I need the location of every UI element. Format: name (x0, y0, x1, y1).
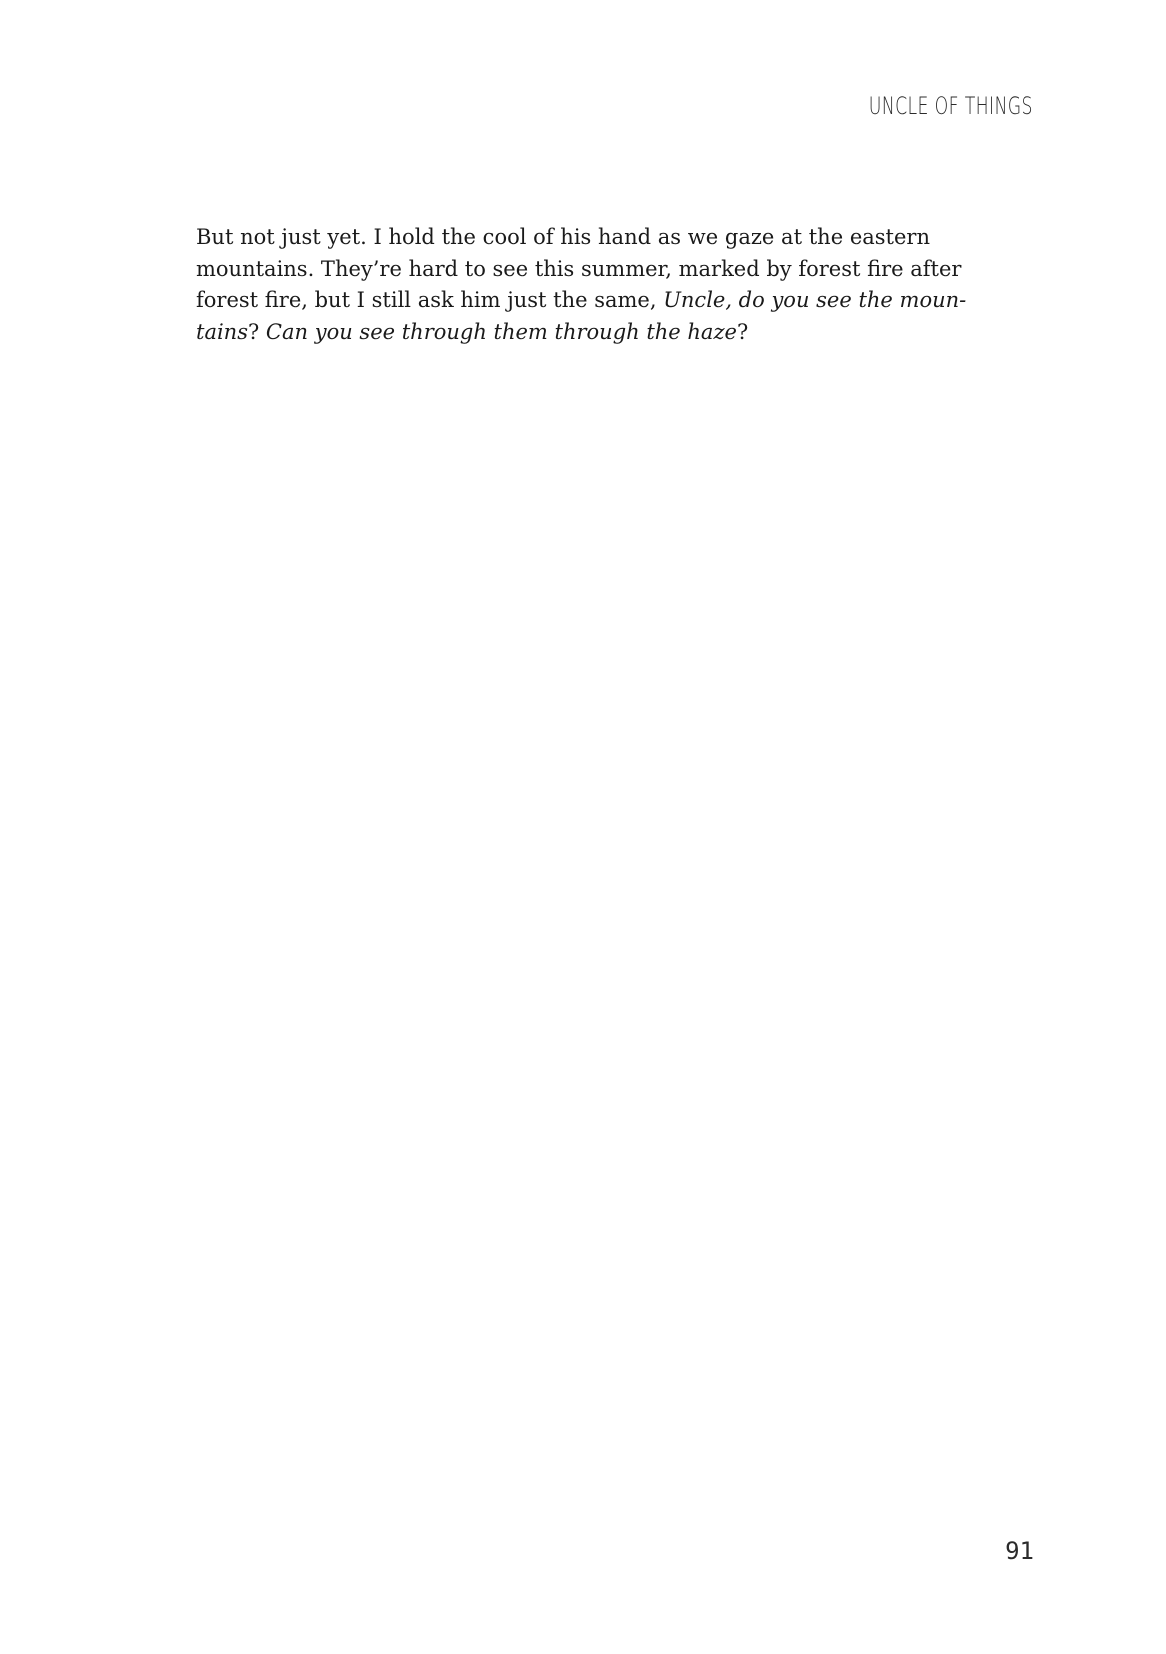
paragraph-line-2: mountains. They’re hard to see this summer, marked by forest fire after (196, 256, 962, 281)
body-paragraph (196, 222, 967, 348)
paragraph-line-3-roman: forest fire, but I still ask him just the same, (196, 288, 664, 312)
page-number: 91 (1005, 1537, 1034, 1565)
paragraph-line-3-italic: Uncle, do you see the moun- (663, 288, 967, 312)
paragraph-line-4 (196, 317, 930, 349)
paragraph-line-4-question-1: ? (247, 319, 266, 344)
running-head: UNCLE OF THINGS (868, 92, 1033, 120)
paragraph-line-1: But not just yet. I hold the cool of his hand as we gaze at the eastern (196, 225, 930, 249)
paragraph-line-4-italic-a: tains (196, 319, 248, 344)
paragraph-line-4-italic-b: Can you see through them through the haze (265, 319, 737, 344)
paragraph-line-4-question-2: ? (736, 319, 749, 344)
paragraph-line-3 (196, 285, 967, 317)
